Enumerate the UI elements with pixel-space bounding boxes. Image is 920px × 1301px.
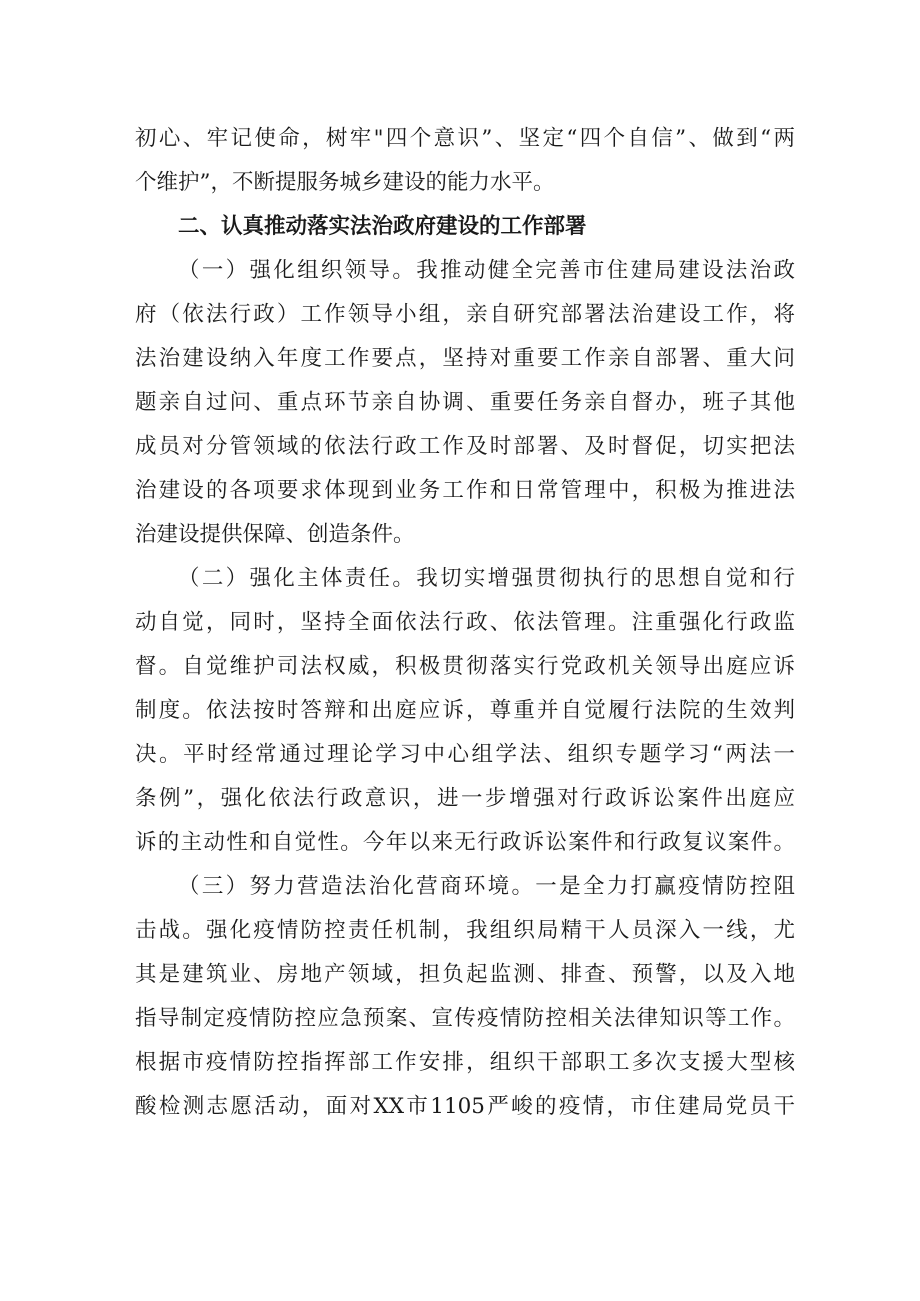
paragraph-2-line: 决。平时经常通过理论学习中心组学法、组织专题学习“两法一 [135, 742, 795, 767]
paragraph-3-line: 其是建筑业、房地产领域，担负起监测、排查、预警，以及入地 [135, 962, 795, 987]
text-line: 初心、牢记使命，树牢"四个意识”、坚定“四个自信”、做到“两 [135, 126, 795, 151]
paragraph-2-line: 动自觉，同时，坚持全面依法行政、依法管理。注重强化行政监 [135, 610, 795, 635]
paragraph-2-line: 诉的主动性和自觉性。今年以来无行政诉讼案件和行政复议案件。 [135, 830, 795, 855]
paragraph-3-line: 指导制定疫情防控应急预案、宣传疫情防控相关法律知识等工作。 [135, 1006, 795, 1031]
paragraph-2-line: （二）强化主体责任。我切实增强贯彻执行的思想自觉和行 [178, 566, 795, 591]
paragraph-1-line: 府（依法行政）工作领导小组，亲自研究部署法治建设工作，将 [135, 302, 795, 327]
paragraph-1-line: 题亲自过问、重点环节亲自协调、重要任务亲自督办，班子其他 [135, 390, 795, 415]
text-line: 个维护”，不断提服务城乡建设的能力水平。 [135, 170, 555, 195]
paragraph-1-line: 治建设提供保障、创造条件。 [135, 522, 415, 547]
paragraph-3-line: （三）努力营造法治化营商环境。一是全力打赢疫情防控阻 [178, 874, 795, 899]
section-heading: 二、认真推动落实法治政府建设的工作部署 [178, 214, 587, 239]
paragraph-1-line: （一）强化组织领导。我推动健全完善市住建局建设法治政 [178, 258, 795, 283]
paragraph-1-line: 法治建设纳入年度工作要点，坚持对重要工作亲自部署、重大问 [135, 346, 795, 371]
paragraph-1-line: 成员对分管领域的依法行政工作及时部署、及时督促，切实把法 [135, 434, 795, 459]
paragraph-1-line: 治建设的各项要求体现到业务工作和日常管理中，积极为推进法 [135, 478, 795, 503]
paragraph-2-line: 条例”，强化依法行政意识，进一步增强对行政诉讼案件出庭应 [135, 786, 795, 811]
paragraph-2-line: 督。自觉维护司法权威，积极贯彻落实行党政机关领导出庭应诉 [135, 654, 795, 679]
paragraph-2-line: 制度。依法按时答辩和出庭应诉，尊重并自觉履行法院的生效判 [135, 698, 795, 723]
paragraph-3-line: 击战。强化疫情防控责任机制，我组织局精干人员深入一线，尤 [135, 918, 795, 943]
paragraph-3-line: 酸检测志愿活动，面对XX市1105严峻的疫情，市住建局党员干 [135, 1094, 795, 1119]
paragraph-3-line: 根据市疫情防控指挥部工作安排，组织干部职工多次支援大型核 [135, 1050, 795, 1075]
